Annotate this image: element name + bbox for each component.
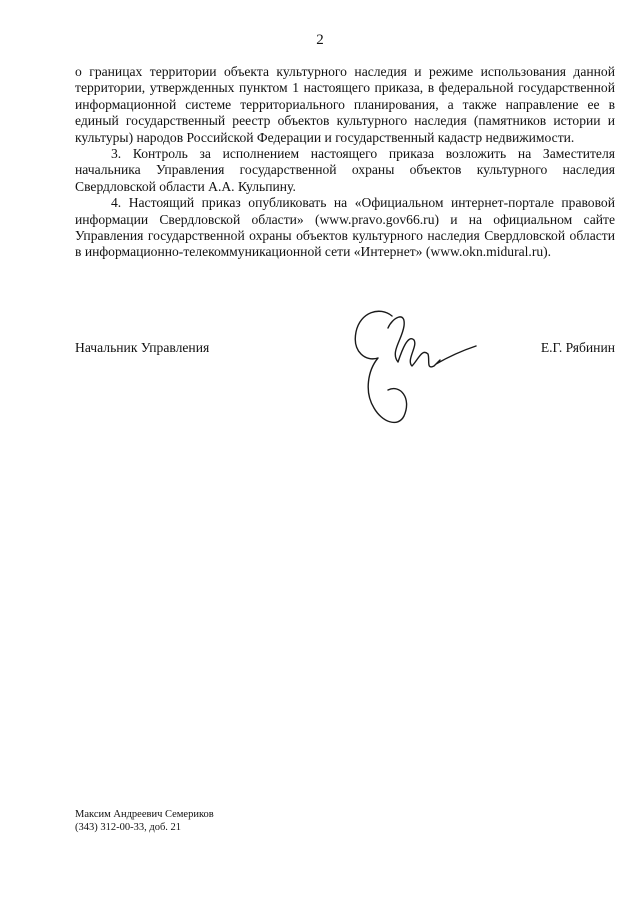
document-body <box>75 64 615 261</box>
executor-name: Максим Андреевич Семериков <box>75 809 214 820</box>
signatory-name: Е.Г. Рябинин <box>540 340 615 355</box>
paragraph-item-3: 3. Контроль за исполнением настоящего приказа возложить на Заместителя начальника Управления государственной охраны объектов культурного наследия Свердловской области А.А. Кульпину. <box>75 146 615 194</box>
executor-phone: (343) 312-00-33, доб. 21 <box>75 822 182 833</box>
paragraph-item-4: 4. Настоящий приказ опубликовать на «Официальном интернет-портале правовой информации Свердловской области» (www.pravo.gov66.ru) и на официальном сайте Управления государственной охраны объектов культурного наследия Свердловской области в информационно-телекоммуникационной сети «Интернет» (www.okn.midural.ru). <box>75 195 615 260</box>
page-number: 2 <box>316 32 324 48</box>
handwritten-signature <box>340 300 490 435</box>
footer-contact <box>75 808 214 834</box>
paragraph-continuation: о границах территории объекта культурного наследия и режиме использования данной территории, утвержденных пунктом 1 настоящего приказа, в федеральной государственной информационной системе территориального планирования, а также направление ее в единый государственный реестр объектов культурного наследия (памятников истории и культуры) народов Российской Федерации и государственный кадастр недвижимости. <box>75 64 615 145</box>
signatory-title: Начальник Управления <box>75 340 210 355</box>
